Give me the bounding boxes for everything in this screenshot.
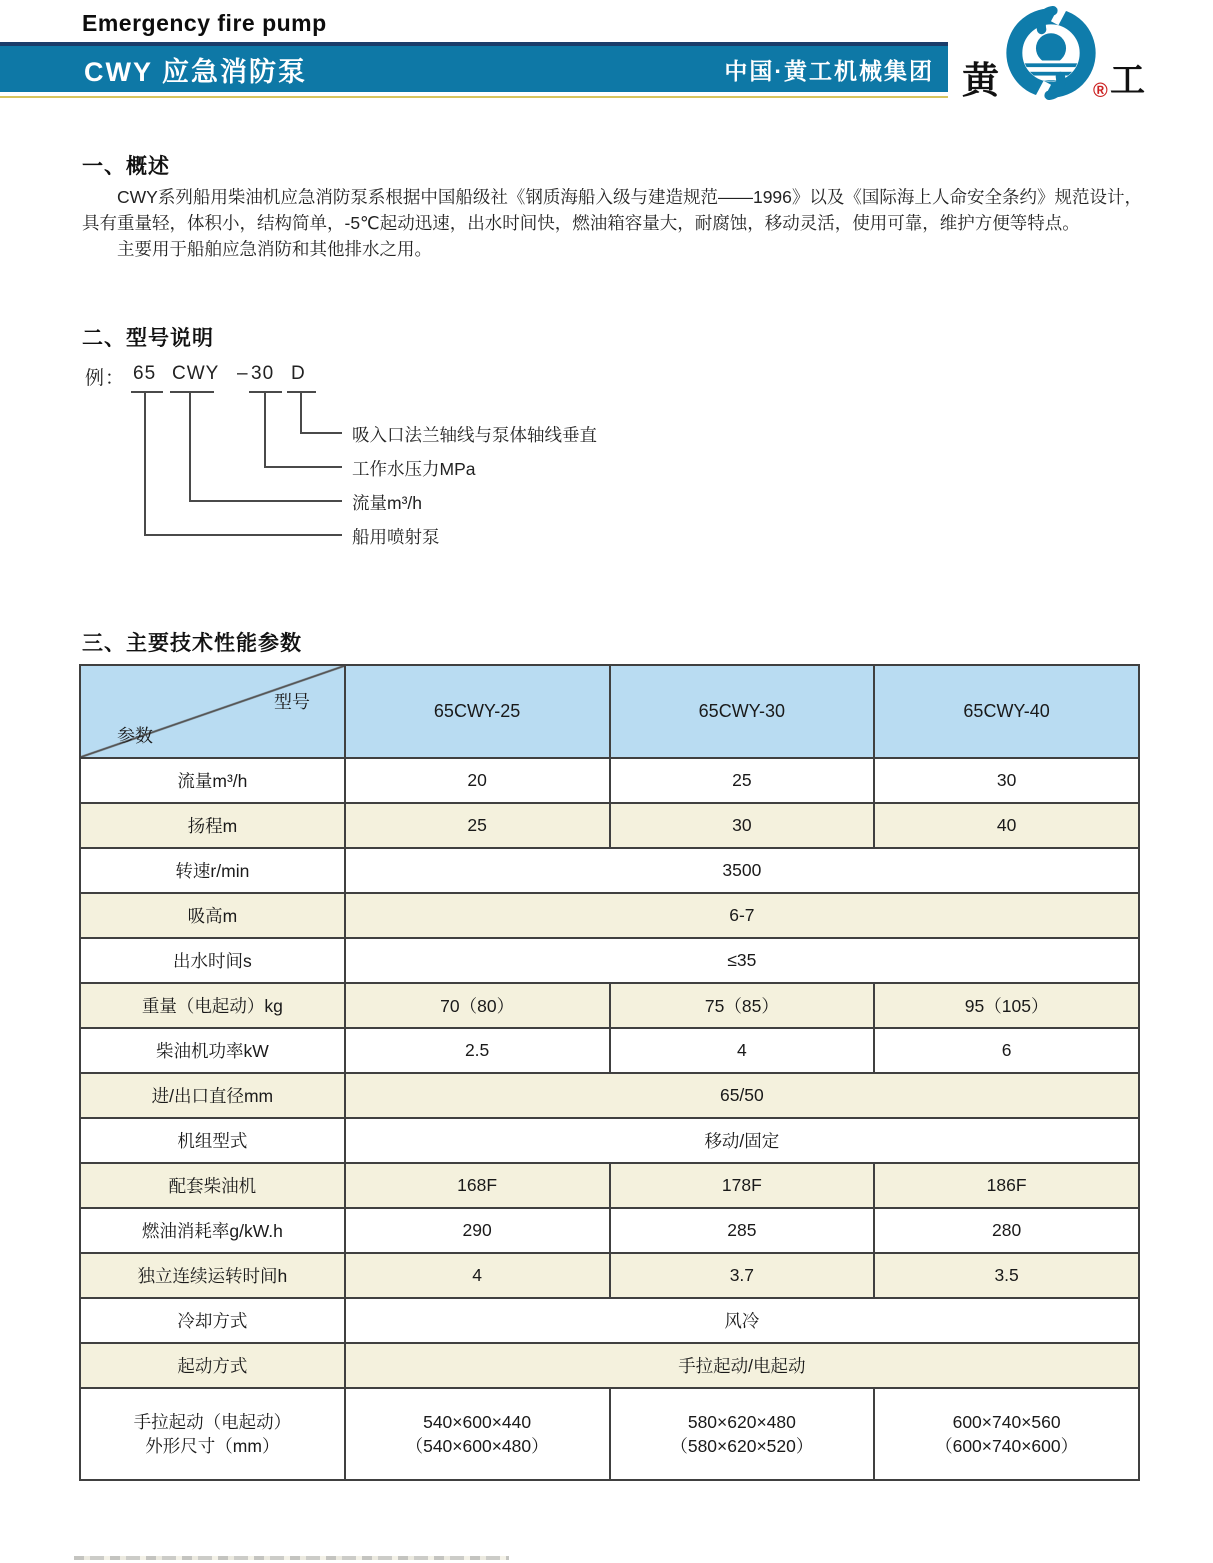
spec-label-cell: 配套柴油机 — [80, 1163, 345, 1208]
spec-value-merged-cell: 65/50 — [345, 1073, 1139, 1118]
spec-row — [80, 938, 1139, 983]
overview-paragraph-1: CWY系列船用柴油机应急消防泵系根据中国船级社《钢质海船入级与建造规范——1996》以及《国际海上人命安全条约》规范设计，具有重量轻，体积小，结构简单，-5℃起动迅速，出水时间快，燃油箱容量大，耐腐蚀，移动灵活，使用可靠，维护方便等特点。 — [82, 187, 1142, 233]
specs-corner-cell — [80, 665, 345, 758]
banner-title: CWY 应急消防泵 — [84, 56, 308, 87]
corner-label-parameter: 参数 — [117, 726, 153, 746]
spec-label-cell: 流量m³/h — [80, 758, 345, 803]
spec-row — [80, 1073, 1139, 1118]
spec-value-cell: 4 — [610, 1028, 875, 1073]
spec-value-merged-cell: ≤35 — [345, 938, 1139, 983]
spec-row — [80, 803, 1139, 848]
model-token-dash: – — [237, 363, 249, 384]
spec-value-cell: 2.5 — [345, 1028, 610, 1073]
spec-label-cell: 手拉起动（电起动） 外形尺寸（mm） — [80, 1388, 345, 1480]
spec-value-merged-cell: 手拉起动/电起动 — [345, 1343, 1139, 1388]
overview-paragraph-2: 主要用于船舶应急消防和其他排水之用。 — [117, 239, 432, 259]
spec-label-cell: 重量（电起动）kg — [80, 983, 345, 1028]
specs-table-body — [80, 758, 1139, 1480]
spec-value-cell: 3.5 — [874, 1253, 1139, 1298]
spec-value-merged-cell: 6-7 — [345, 893, 1139, 938]
model-token-d: D — [291, 363, 306, 384]
callout-hline — [144, 534, 342, 536]
model-token-65: 65 — [133, 363, 157, 384]
spec-value-merged-cell: 3500 — [345, 848, 1139, 893]
callout-vline — [144, 391, 146, 536]
spec-value-cell: 40 — [874, 803, 1139, 848]
spec-value-cell: 4 — [345, 1253, 610, 1298]
spec-value-cell: 600×740×560 （600×740×600） — [874, 1388, 1139, 1480]
spec-label-cell: 燃油消耗率g/kW.h — [80, 1208, 345, 1253]
model-column-header: 65CWY-25 — [345, 665, 610, 758]
specs-table — [79, 664, 1140, 1481]
spec-label-cell: 机组型式 — [80, 1118, 345, 1163]
spec-row — [80, 1028, 1139, 1073]
callout-vline — [189, 391, 191, 502]
spec-value-cell: 580×620×480 （580×620×520） — [610, 1388, 875, 1480]
spec-label-cell: 柴油机功率kW — [80, 1028, 345, 1073]
spec-row — [80, 758, 1139, 803]
model-token-cwy: CWY — [172, 363, 220, 384]
spec-value-cell: 168F — [345, 1163, 610, 1208]
spec-row — [80, 1208, 1139, 1253]
spec-row — [80, 1253, 1139, 1298]
spec-value-cell: 25 — [610, 758, 875, 803]
callout-hline — [300, 432, 342, 434]
spec-label-cell: 冷却方式 — [80, 1298, 345, 1343]
spec-label-cell: 出水时间s — [80, 938, 345, 983]
spec-row — [80, 848, 1139, 893]
spec-value-cell: 280 — [874, 1208, 1139, 1253]
spec-label-cell: 吸高m — [80, 893, 345, 938]
overview-heading: 一、概述 — [82, 155, 170, 178]
callout-hline — [189, 500, 342, 502]
callout-label-30: 工作水压力MPa — [352, 459, 476, 479]
model-example-label: 例： — [85, 368, 126, 389]
registered-trademark-icon: ® — [1093, 80, 1108, 102]
overview-text — [82, 184, 1142, 262]
gold-divider — [0, 96, 948, 98]
spec-row — [80, 1343, 1139, 1388]
callout-vline — [300, 391, 302, 434]
spec-value-cell: 20 — [345, 758, 610, 803]
callout-label-cwy: 流量m³/h — [352, 493, 422, 513]
spec-row — [80, 1118, 1139, 1163]
spec-value-cell: 70（80） — [345, 983, 610, 1028]
spec-value-cell: 30 — [610, 803, 875, 848]
spec-label-cell: 扬程m — [80, 803, 345, 848]
model-column-header: 65CWY-40 — [874, 665, 1139, 758]
spec-value-cell: 290 — [345, 1208, 610, 1253]
spec-row — [80, 893, 1139, 938]
spec-label-cell: 进/出口直径mm — [80, 1073, 345, 1118]
cutoff-text-remnant — [74, 1556, 509, 1560]
logo-right-char: 工 — [1110, 61, 1146, 100]
callout-label-d: 吸入口法兰轴线与泵体轴线垂直 — [352, 425, 597, 445]
spec-value-cell: 30 — [874, 758, 1139, 803]
corner-label-model: 型号 — [274, 692, 310, 712]
spec-label-cell: 起动方式 — [80, 1343, 345, 1388]
spec-label-cell: 转速r/min — [80, 848, 345, 893]
spec-value-cell: 178F — [610, 1163, 875, 1208]
spec-value-cell: 3.7 — [610, 1253, 875, 1298]
spec-value-cell: 285 — [610, 1208, 875, 1253]
specs-header-row — [80, 665, 1139, 758]
spec-value-merged-cell: 移动/固定 — [345, 1118, 1139, 1163]
spec-row — [80, 1388, 1139, 1480]
company-logo-icon — [1004, 6, 1098, 105]
model-column-header: 65CWY-30 — [610, 665, 875, 758]
callout-hline — [264, 466, 342, 468]
banner — [0, 42, 948, 92]
spec-value-cell: 186F — [874, 1163, 1139, 1208]
spec-value-cell: 25 — [345, 803, 610, 848]
model-heading: 二、型号说明 — [82, 327, 214, 350]
spec-row — [80, 983, 1139, 1028]
spec-value-cell: 6 — [874, 1028, 1139, 1073]
callout-vline — [264, 391, 266, 468]
model-underline — [170, 391, 214, 393]
spec-row — [80, 1298, 1139, 1343]
spec-row — [80, 1163, 1139, 1208]
spec-value-cell: 95（105） — [874, 983, 1139, 1028]
model-underline — [131, 391, 163, 393]
callout-label-65: 船用喷射泵 — [352, 527, 440, 547]
specs-heading: 三、主要技术性能参数 — [82, 632, 302, 655]
model-token-30: 30 — [251, 363, 275, 384]
spec-value-merged-cell: 风冷 — [345, 1298, 1139, 1343]
banner-company-name: 中国·黄工机械集团 — [724, 57, 934, 84]
spec-value-cell: 540×600×440 （540×600×480） — [345, 1388, 610, 1480]
spec-value-cell: 75（85） — [610, 983, 875, 1028]
page-title: Emergency fire pump — [82, 10, 327, 36]
logo-left-char: 黄 — [962, 60, 999, 101]
spec-label-cell: 独立连续运转时间h — [80, 1253, 345, 1298]
